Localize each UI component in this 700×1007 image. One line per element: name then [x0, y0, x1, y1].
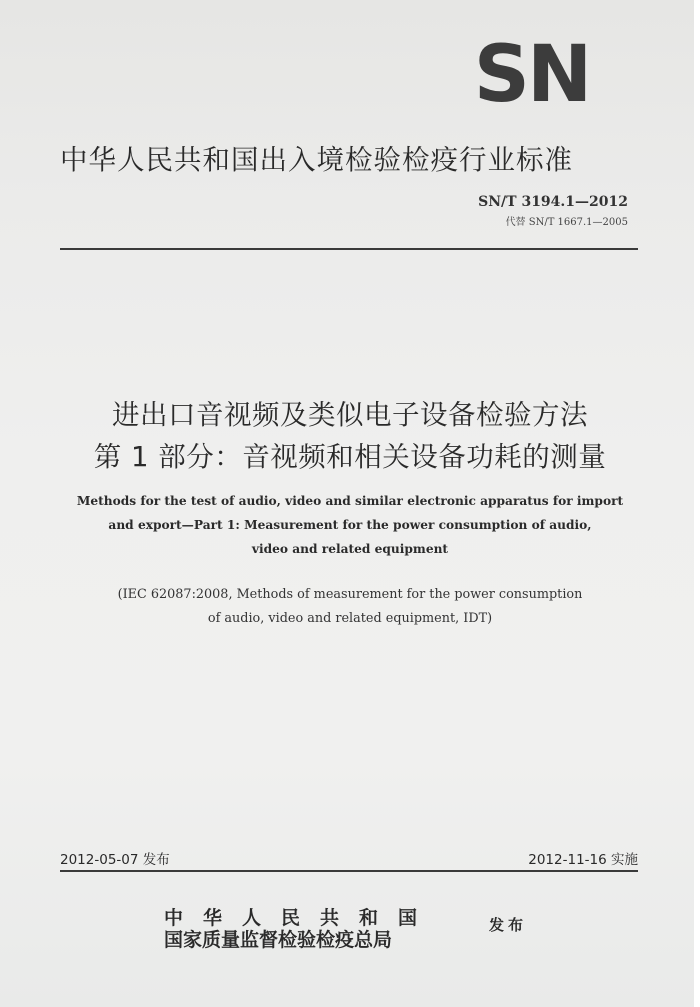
- standard-number: SN/T 3194.1—2012: [478, 194, 628, 210]
- replaces-standard: 代替 SN/T 1667.1—2005: [505, 217, 628, 228]
- iec-reference-line-2: of audio, video and related equipment, IDT): [207, 611, 493, 626]
- english-title-line-1: Methods for the test of audio, video and similar electronic apparatus for import: [76, 494, 624, 508]
- issuer-agency: 国家质量监督检验检疫总局: [164, 929, 393, 951]
- english-title-line-3: video and related equipment: [251, 542, 449, 556]
- iec-reference-line-1: (IEC 62087:2008, Methods of measurement for the power consumption: [117, 587, 583, 602]
- industry-standard-title: 中华人民共和国出入境检验检疫行业标准: [60, 144, 573, 176]
- issuer-publish-label: 发布: [489, 916, 528, 934]
- bottom-divider: [60, 870, 638, 872]
- english-title-line-2: and export—Part 1: Measurement for the power consumption of audio,: [108, 518, 592, 532]
- issue-date: 2012-05-07 发布: [60, 852, 170, 868]
- issuer-country: 中华人民共和国: [164, 907, 438, 929]
- top-divider: [60, 248, 638, 250]
- sn-logo: SN: [473, 30, 590, 120]
- chinese-title-line-1: 进出口音视频及类似电子设备检验方法: [112, 399, 588, 431]
- implementation-date: 2012-11-16 实施: [528, 852, 638, 868]
- page-edge: [694, 0, 700, 1007]
- chinese-title-line-2: 第 1 部分：音视频和相关设备功耗的测量: [93, 441, 607, 473]
